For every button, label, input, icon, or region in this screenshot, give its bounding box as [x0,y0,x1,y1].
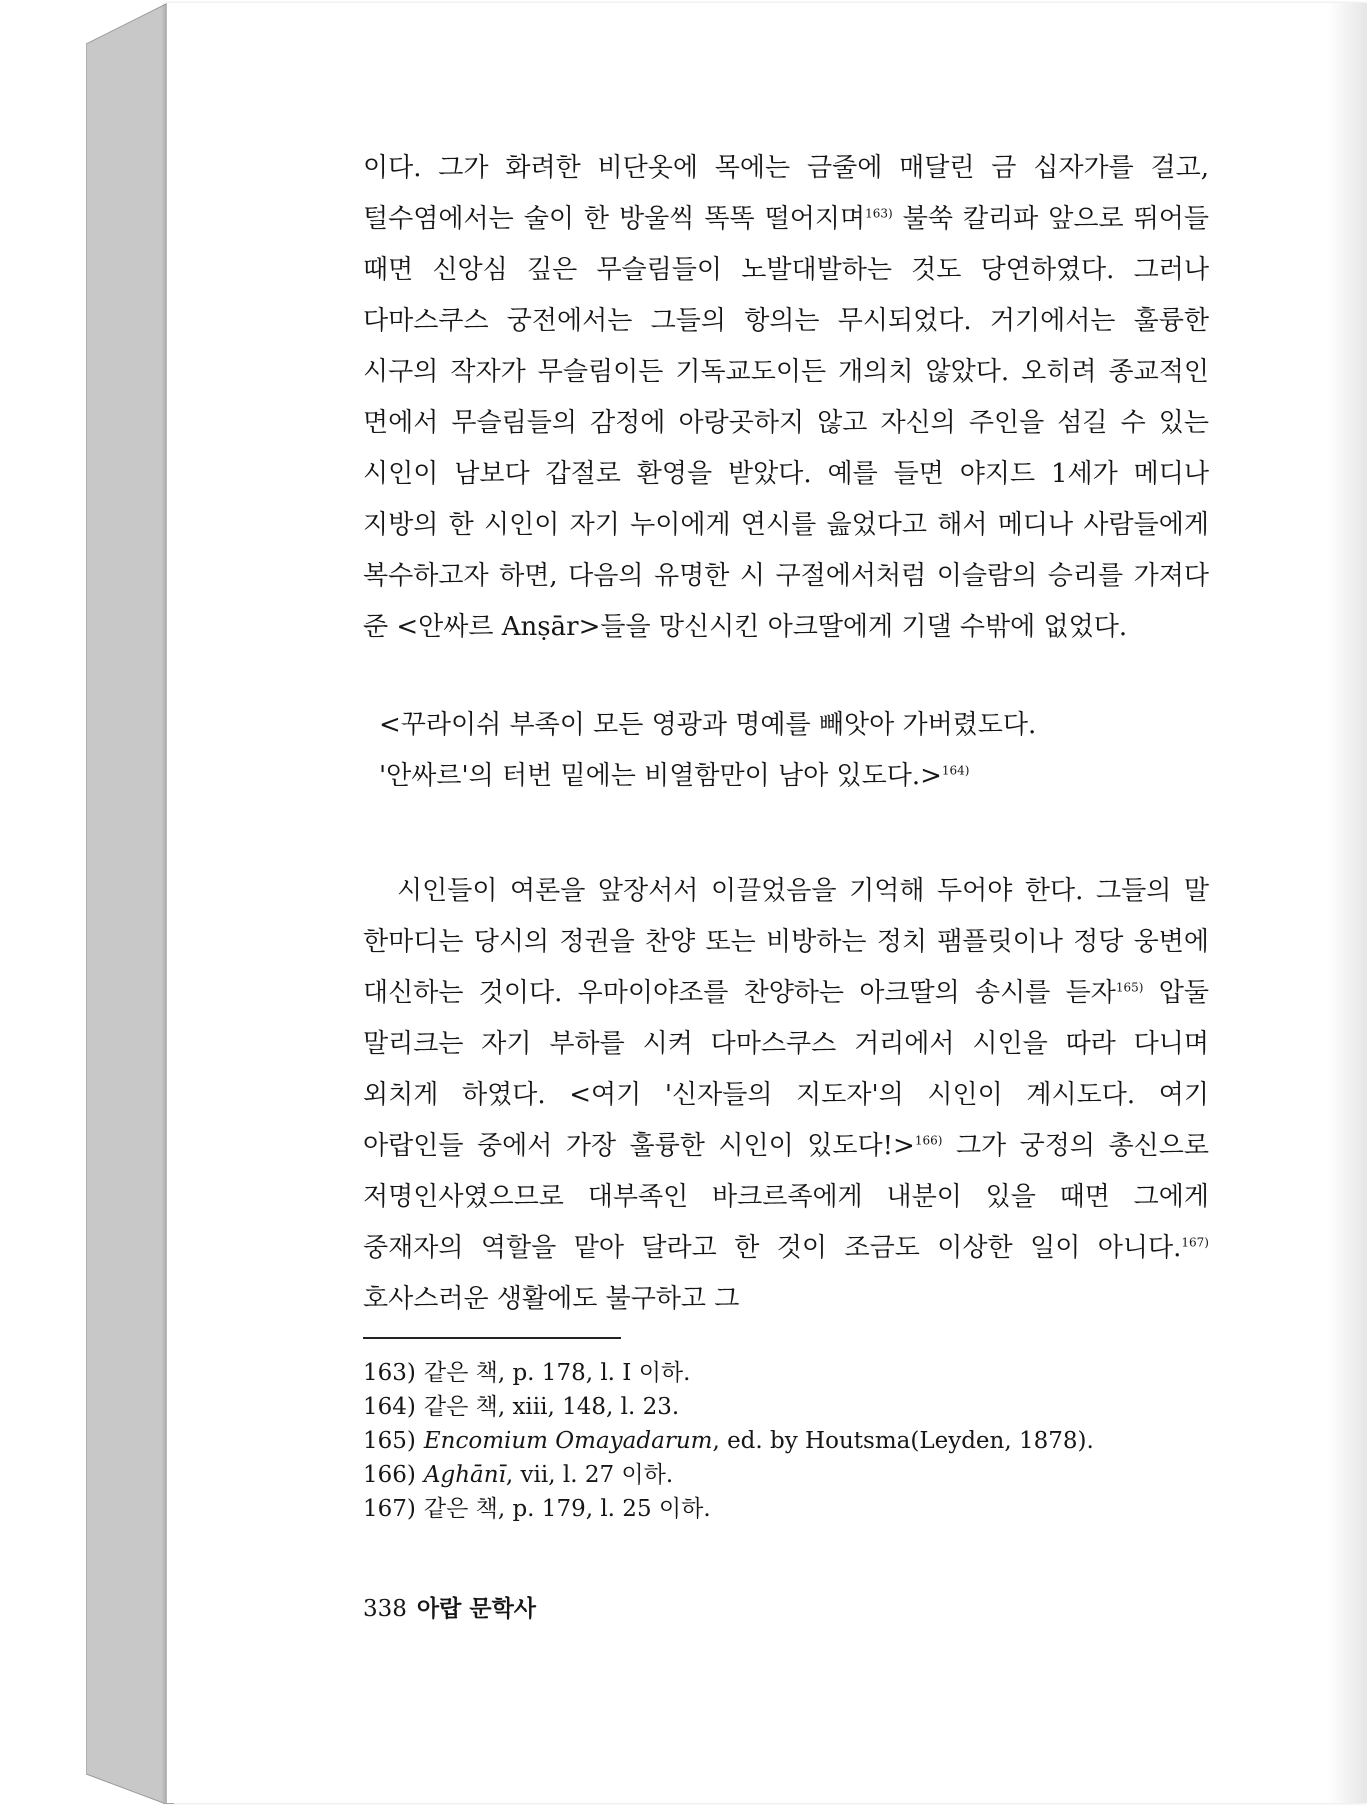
footnotes [363,1356,1209,1526]
footnote-text: 같은 책, xiii, 148, l. 23. [423,1394,680,1420]
footnote-text: 같은 책, p. 178, l. I 이하. [423,1360,691,1386]
paragraph-2-part-c: 그가 궁정의 총신으로 저명인사였으므로 대부족인 바크르족에게 내분이 있을 때면 그에게 중재자의 역할을 맡아 달라고 한 것이 조금도 이상한 일이 아니다. [363,1131,1209,1263]
paragraph-1-part-a: 이다. 그가 화려한 비단옷에 목에는 금줄에 매달린 금 십자가를 걸고, 털수염에서는 술이 한 방울씩 똑똑 떨어지며 [363,153,1209,234]
footnote-text: 같은 책, p. 179, l. 25 이하. [423,1496,711,1522]
paragraph-2-part-d: 호사스러운 생활에도 불구하고 그 [363,1284,740,1314]
footnote-number: 166) [363,1462,416,1488]
paragraph-2-part-b: 압둘 말리크는 자기 부하를 시켜 다마스쿠스 거리에서 시인을 따라 다니며 외치게 하였다. <여기 '신자들의 지도자'의 시인이 계시도다. 여기 아랍인들 중에서 가장 훌륭한 시인이 있도다!> [363,978,1210,1161]
paragraph-2-part-a: 시인들이 여론을 앞장서서 이끌었음을 기억해 두어야 한다. 그들의 말 한마디는 당시의 정권을 찬양 또는 비방하는 정치 팸플릿이나 정당 웅변에 대신하는 것이다. 우마이야조를 찬양하는 아크딸의 송시를 듣자 [363,876,1209,1008]
footnote-title-italic: Aghānī [423,1462,506,1488]
footnote-164 [363,1390,1209,1424]
footnote-167 [363,1492,1209,1526]
running-title: 아랍 문학사 [416,1596,537,1622]
footnote-ref-166: 166) [914,1133,943,1148]
footnote-number: 163) [363,1360,416,1386]
verse-line-2 [379,751,1209,802]
page-folio [363,1590,1209,1623]
verse-quote [379,700,1209,802]
footnote-163 [363,1356,1209,1390]
footnote-text: , ed. by Houtsma(Leyden, 1878). [712,1428,1094,1454]
paragraph-1-part-b: 불쑥 칼리파 앞으로 뛰어들 때면 신앙심 깊은 무슬림들이 노발대발하는 것도 당연하였다. 그러나 다마스쿠스 궁전에서는 그들의 항의는 무시되었다. 거기에서는 훌륭한 시구의 작자가 무슬림이든 기독교도이든 개의치 않았다. 오히려 종교적인 면에서 무슬림들의 감정에 아랑곳하지 않고 자신의 주인을 섬길 수 있는 시인이 남보다 갑절로 환영을 받았다. 예를 들면 야지드 1세가 메디나 지방의 한 시인이 자기 누이에게 연시를 읊었다고 해서 메디나 사람들에게 복수하고자 하면, 다음의 유명한 시 구절에서처럼 이슬람의 승리를 가져다 준 <안싸르 Anṣār>들을 망신시킨 아크딸에게 기댈 수밖에 없었다. [363,204,1209,642]
paragraph-2 [363,866,1209,1325]
page-number: 338 [363,1596,407,1622]
footnote-number: 165) [363,1428,416,1454]
footnote-ref-164: 164) [941,763,970,778]
footnote-title-italic: Encomium Omayadarum [423,1428,713,1454]
footnote-ref-163: 163) [865,206,893,221]
footnote-ref-167: 167) [1181,1235,1209,1250]
footnote-166 [363,1458,1209,1492]
book-spine [86,4,174,1804]
footnote-number: 167) [363,1496,416,1522]
footnote-text: , vii, l. 27 이하. [505,1462,674,1488]
footnote-divider [363,1337,621,1339]
footnote-165 [363,1424,1209,1458]
footnote-ref-165: 165) [1115,980,1144,995]
verse-line-2-text: '안싸르'의 터번 밑에는 비열함만이 남아 있도다.> [379,761,942,791]
body-text [363,143,1209,1623]
page-edge-shadow [1328,3,1367,1803]
paragraph-1 [363,143,1209,653]
footnote-number: 164) [363,1394,416,1420]
verse-line-1: <꾸라이쉬 부족이 모든 영광과 명예를 빼앗아 가버렸도다. [379,710,1037,740]
page-sheet [166,3,1367,1803]
